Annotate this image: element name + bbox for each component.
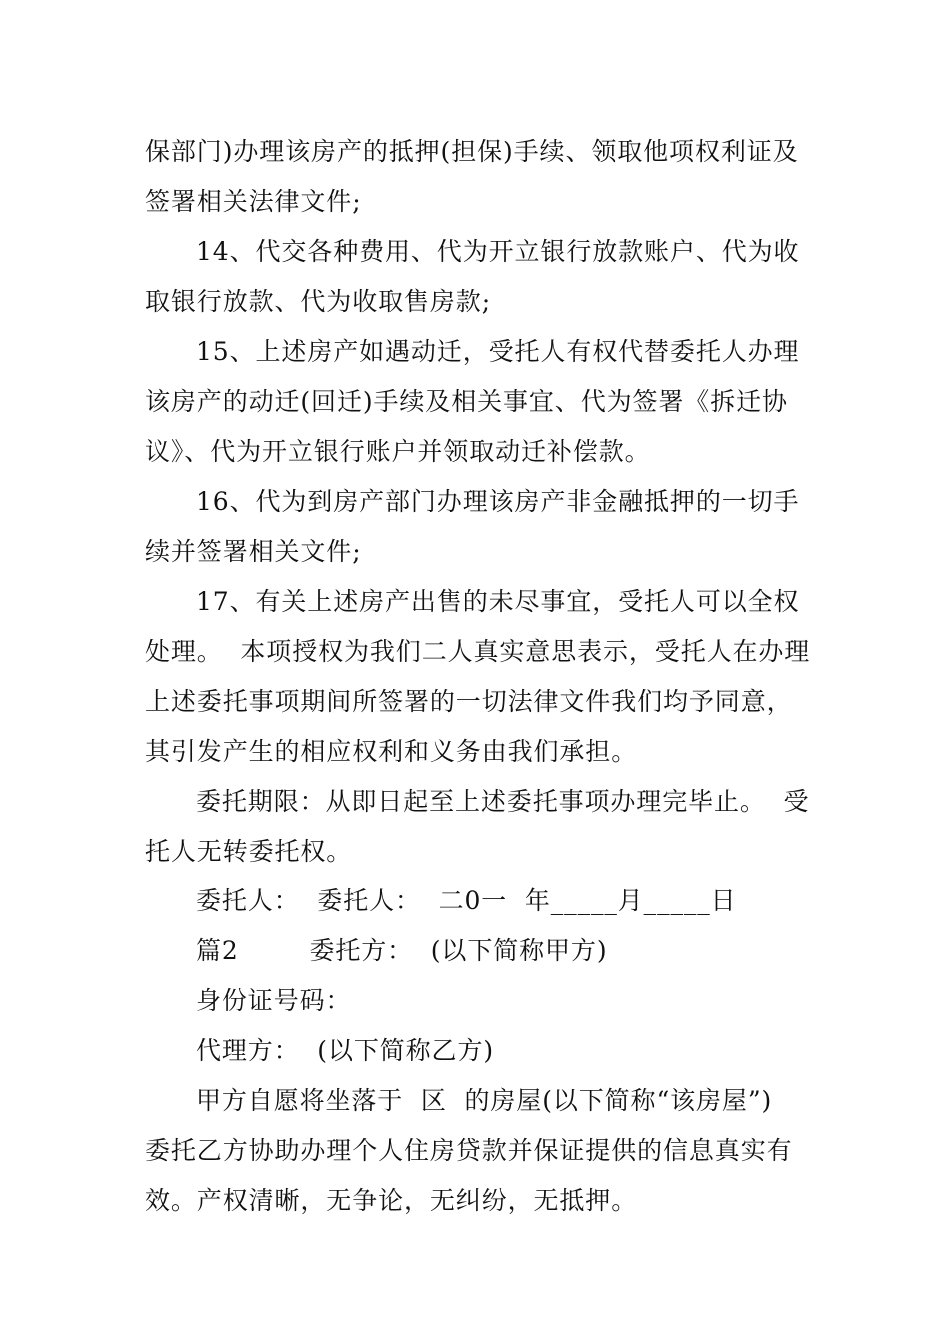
text-line: 委托人： 委托人： 二0一 年_____月_____日 — [196, 886, 737, 915]
text-line: 取银行放款、代为收取售房款; — [145, 287, 492, 316]
text-line: 上述委托事项期间所签署的一切法律文件我们均予同意， — [145, 687, 793, 716]
text-line: 续并签署相关文件; — [145, 537, 362, 566]
text-line: 身份证号码： — [196, 986, 352, 1015]
text-line: 保部门)办理该房产的抵押(担保)手续、领取他项权利证及 — [145, 137, 799, 166]
text-line: 效。产权清晰，无争论，无纠纷，无抵押。 — [145, 1186, 638, 1215]
text-line: 15、上述房产如遇动迁，受托人有权代替委托人办理 — [196, 337, 800, 366]
text-line: 该房产的动迁(回迁)手续及相关事宜、代为签署《拆迁协 — [145, 387, 788, 416]
text-line: 甲方自愿将坐落于 区 的房屋(以下简称“该房屋”) — [196, 1086, 773, 1115]
text-line: 篇2 委托方： (以下简称甲方) — [196, 936, 608, 965]
text-line: 委托期限：从即日起至上述委托事项办理完毕止。 受 — [196, 787, 810, 816]
text-line: 委托乙方协助办理个人住房贷款并保证提供的信息真实有 — [145, 1136, 793, 1165]
text-line: 代理方： (以下简称乙方) — [196, 1036, 495, 1065]
text-line: 17、有关上述房产出售的未尽事宜，受托人可以全权 — [196, 587, 800, 616]
text-line: 处理。 本项授权为我们二人真实意思表示，受托人在办理 — [145, 637, 811, 666]
text-line: 14、代交各种费用、代为开立银行放款账户、代为收 — [196, 237, 800, 266]
text-line: 托人无转委托权。 — [145, 837, 353, 866]
text-line: 其引发产生的相应权利和义务由我们承担。 — [145, 737, 638, 766]
text-line: 议》、代为开立银行账户并领取动迁补偿款。 — [145, 437, 651, 466]
text-line: 签署相关法律文件; — [145, 187, 362, 216]
text-line: 16、代为到房产部门办理该房产非金融抵押的一切手 — [196, 487, 800, 516]
